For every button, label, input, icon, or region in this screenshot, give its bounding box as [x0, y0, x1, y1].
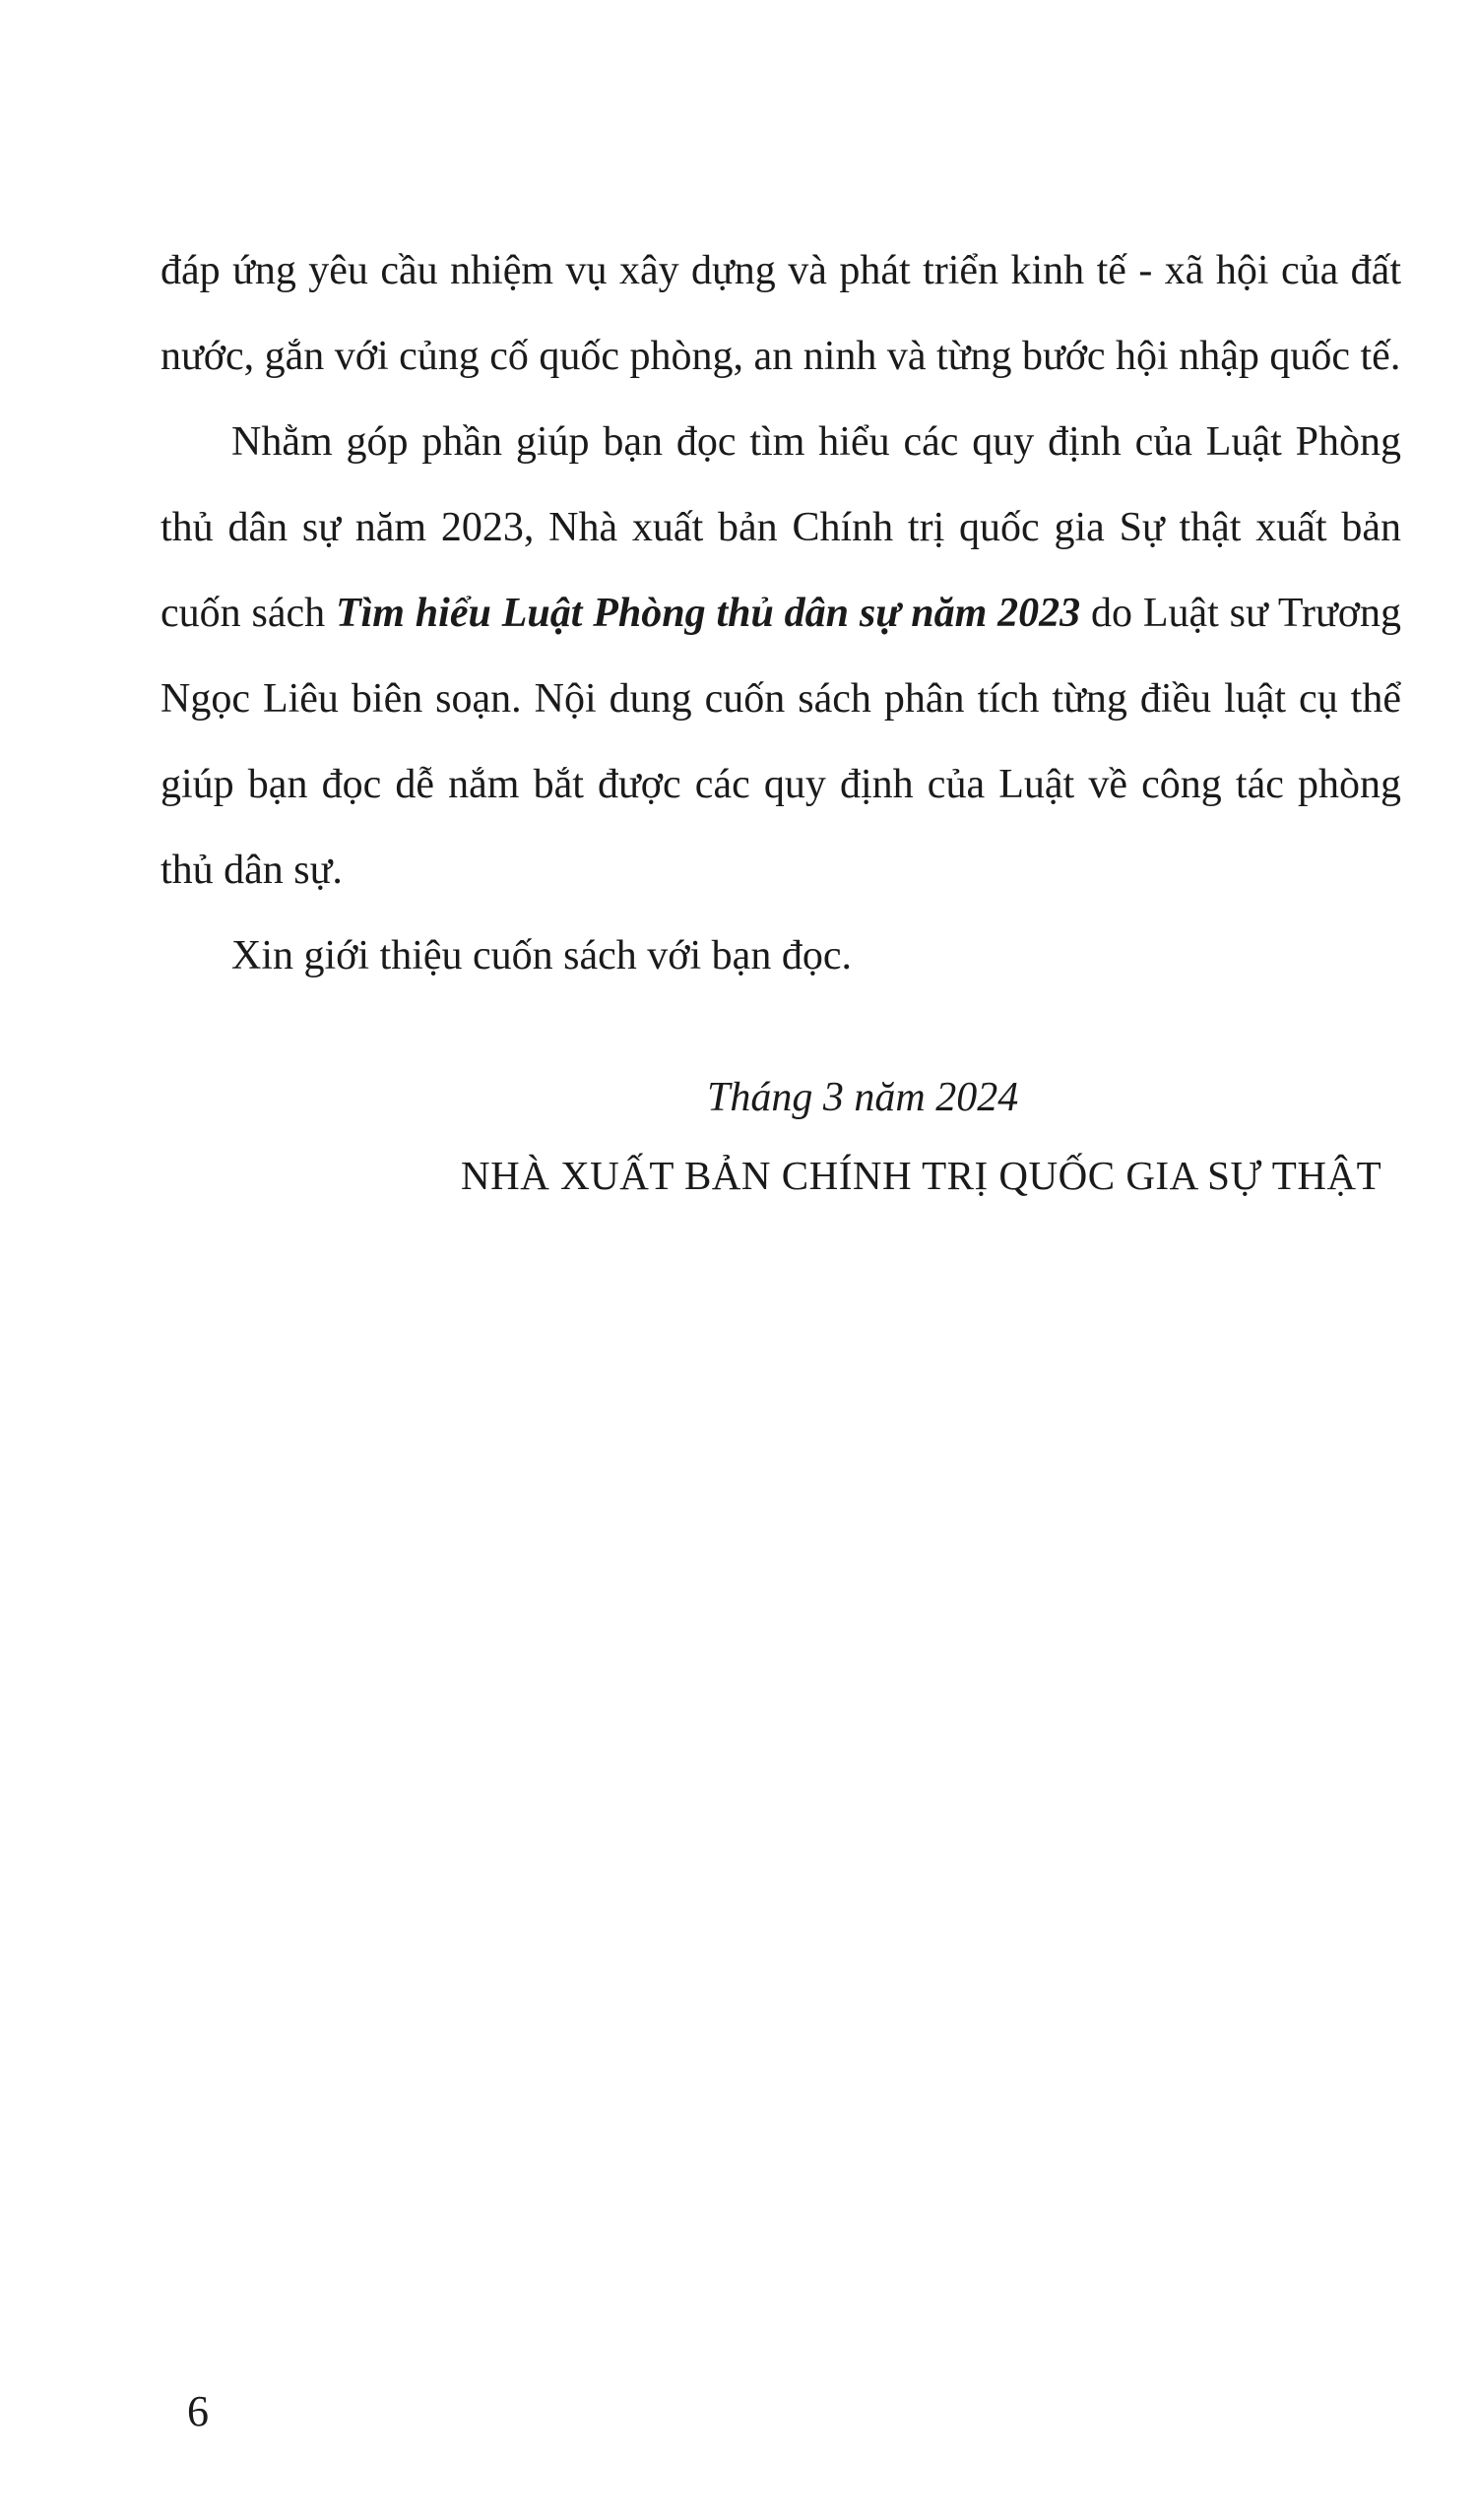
paragraph-introduction	[161, 400, 1401, 914]
paragraph-intro-text-cont: do Luật sư Trương Ngọc Liêu biên soạn. Nội dung cuốn sách phân tích từng điều luật cụ thể giúp bạn đọc dễ nắm bắt được các quy định của Luật về công tác phòng thủ dân sự.	[161, 591, 1401, 893]
book-title: Tìm hiểu Luật Phòng thủ dân sự năm 2023	[335, 591, 1081, 636]
body-text	[161, 228, 1401, 999]
signature-publisher: NHÀ XUẤT BẢN CHÍNH TRỊ QUỐC GIA SỰ THẬT	[461, 1153, 1382, 1198]
paragraph-closing: Xin giới thiệu cuốn sách với bạn đọc.	[231, 933, 852, 978]
paragraph-intro-text: Nhằm góp phần giúp bạn đọc tìm hiểu các quy định của Luật Phòng thủ dân sự năm 2023, Nhà xuất bản Chính trị quốc gia Sự thật xuất bản cuốn sách	[161, 419, 1401, 636]
signature-date: Tháng 3 năm 2024	[707, 1075, 1019, 1120]
paragraph-continuation: đáp ứng yêu cầu nhiệm vụ xây dựng và phát triển kinh tế - xã hội của đất nước, gắn với củng cố quốc phòng, an ninh và từng bước hội nhập quốc tế.	[161, 248, 1401, 379]
page-number: 6	[187, 2387, 209, 2435]
